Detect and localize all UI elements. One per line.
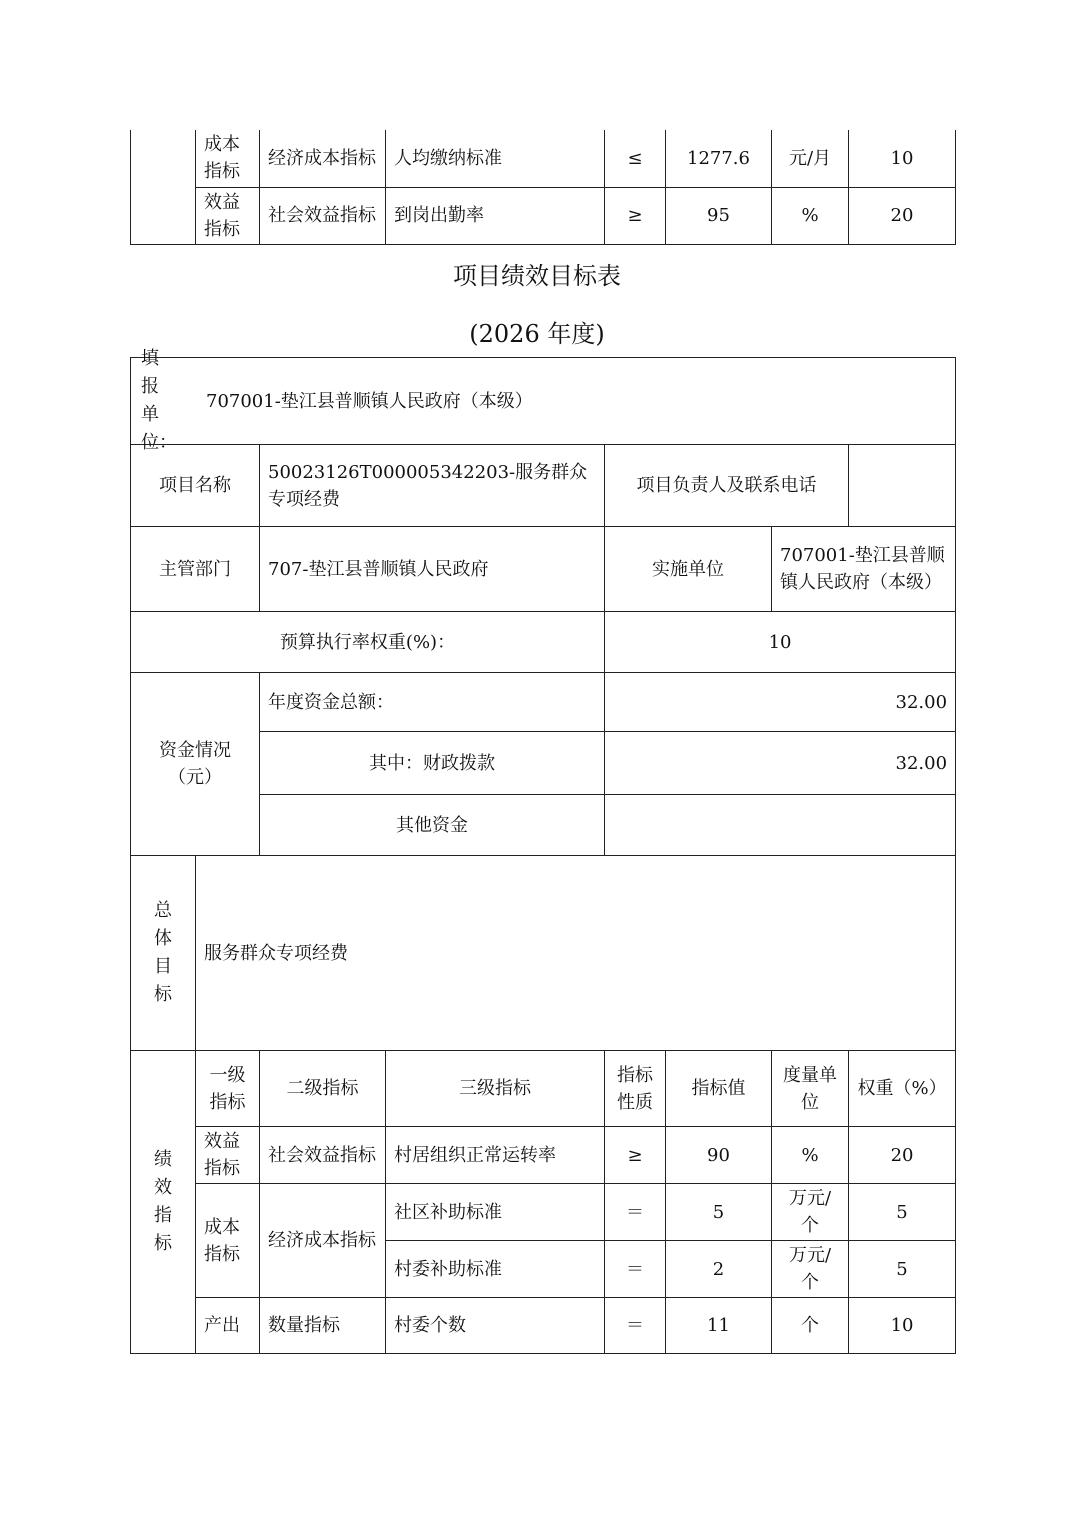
level2-cell: 社会效益指标 (260, 187, 386, 244)
level3-cell: 人均缴纳标准 (386, 130, 605, 187)
table-row (131, 612, 956, 673)
level1-cell: 成本指标 (196, 1184, 260, 1298)
nature-cell: ＝ (605, 1184, 666, 1241)
table-row (131, 856, 956, 1051)
previous-indicator-table (130, 130, 956, 245)
fill-unit-value: 707001-垫江县普顺镇人民政府（本级） (206, 390, 533, 412)
value-cell: 1277.6 (666, 130, 772, 187)
weight-cell: 10 (849, 130, 956, 187)
contact-label: 项目负责人及联系电话 (605, 445, 849, 527)
table-row (131, 358, 956, 445)
funds-total-label: 年度资金总额： (260, 673, 605, 732)
indicator-group-cell (131, 130, 196, 244)
unit-cell: 万元/个 (772, 1184, 849, 1241)
funds-fiscal-value: 32.00 (605, 732, 956, 795)
level3-cell: 村居组织正常运转率 (386, 1127, 605, 1184)
level2-cell: 经济成本指标 (260, 130, 386, 187)
funds-label: 资金情况（元） (131, 673, 260, 856)
weight-cell: 5 (849, 1184, 956, 1241)
nature-cell: ≥ (605, 1127, 666, 1184)
indicators-label: 绩效指标 (131, 1051, 196, 1354)
goal-value: 服务群众专项经费 (196, 856, 956, 1051)
value-cell: 11 (666, 1298, 772, 1354)
year-subtitle: (2026 年度) (469, 320, 605, 348)
page-title: 项目绩效目标表 (453, 262, 621, 290)
weight-cell: 20 (849, 187, 956, 244)
unit-cell: % (772, 187, 849, 244)
performance-target-table (130, 348, 956, 1354)
weight-cell: 10 (849, 1298, 956, 1354)
table-row (131, 187, 956, 244)
nature-cell: ＝ (605, 1298, 666, 1354)
fill-unit-row (131, 348, 956, 453)
value-cell: 95 (666, 187, 772, 244)
level1-cell: 效益指标 (196, 187, 260, 244)
header-level2: 二级指标 (260, 1051, 386, 1127)
nature-cell: ＝ (605, 1241, 666, 1298)
funds-fiscal-label: 其中：财政拨款 (260, 732, 605, 795)
weight-cell: 20 (849, 1127, 956, 1184)
level3-cell: 社区补助标准 (386, 1184, 605, 1241)
nature-cell: ≥ (605, 187, 666, 244)
table-row (131, 1127, 956, 1184)
impl-value: 707001-垫江县普顺镇人民政府（本级） (772, 527, 956, 612)
value-cell: 90 (666, 1127, 772, 1184)
budget-rate-value: 10 (605, 612, 956, 673)
header-weight: 权重（%） (849, 1051, 956, 1127)
value-cell: 5 (666, 1184, 772, 1241)
fill-unit-label: 填报单位： (141, 348, 177, 453)
header-value: 指标值 (666, 1051, 772, 1127)
table-header-row (131, 1051, 956, 1127)
header-level3: 三级指标 (386, 1051, 605, 1127)
table-row (131, 130, 956, 187)
funds-total-value: 32.00 (605, 673, 956, 732)
contact-value (849, 445, 956, 527)
impl-label: 实施单位 (605, 527, 772, 612)
funds-other-label: 其他资金 (260, 795, 605, 856)
unit-cell: 个 (772, 1298, 849, 1354)
funds-other-value (605, 795, 956, 856)
level3-cell: 村委个数 (386, 1298, 605, 1354)
nature-cell: ≤ (605, 130, 666, 187)
project-name-label: 项目名称 (131, 445, 260, 527)
project-name-value: 50023126T000005342203-服务群众专项经费 (260, 445, 605, 527)
dept-value: 707-垫江县普顺镇人民政府 (260, 527, 605, 612)
dept-label: 主管部门 (131, 527, 260, 612)
level2-cell: 数量指标 (260, 1298, 386, 1354)
level2-cell: 社会效益指标 (260, 1127, 386, 1184)
value-cell: 2 (666, 1241, 772, 1298)
unit-cell: 万元/个 (772, 1241, 849, 1298)
unit-cell: 元/月 (772, 130, 849, 187)
table-row (131, 527, 956, 612)
weight-cell: 5 (849, 1241, 956, 1298)
header-unit: 度量单位 (772, 1051, 849, 1127)
table-row (131, 445, 956, 527)
table-row (131, 673, 956, 732)
unit-cell: % (772, 1127, 849, 1184)
level1-cell: 成本指标 (196, 130, 260, 187)
level2-cell: 经济成本指标 (260, 1184, 386, 1298)
goal-label: 总体目标 (131, 856, 196, 1051)
level1-cell: 产出 (196, 1298, 260, 1354)
table-row (131, 1184, 956, 1241)
level3-cell: 到岗出勤率 (386, 187, 605, 244)
header-level1: 一级指标 (196, 1051, 260, 1127)
header-nature: 指标性质 (605, 1051, 666, 1127)
table-row (131, 1298, 956, 1354)
budget-rate-label: 预算执行率权重(%)： (131, 612, 605, 673)
level1-cell: 效益指标 (196, 1127, 260, 1184)
level3-cell: 村委补助标准 (386, 1241, 605, 1298)
